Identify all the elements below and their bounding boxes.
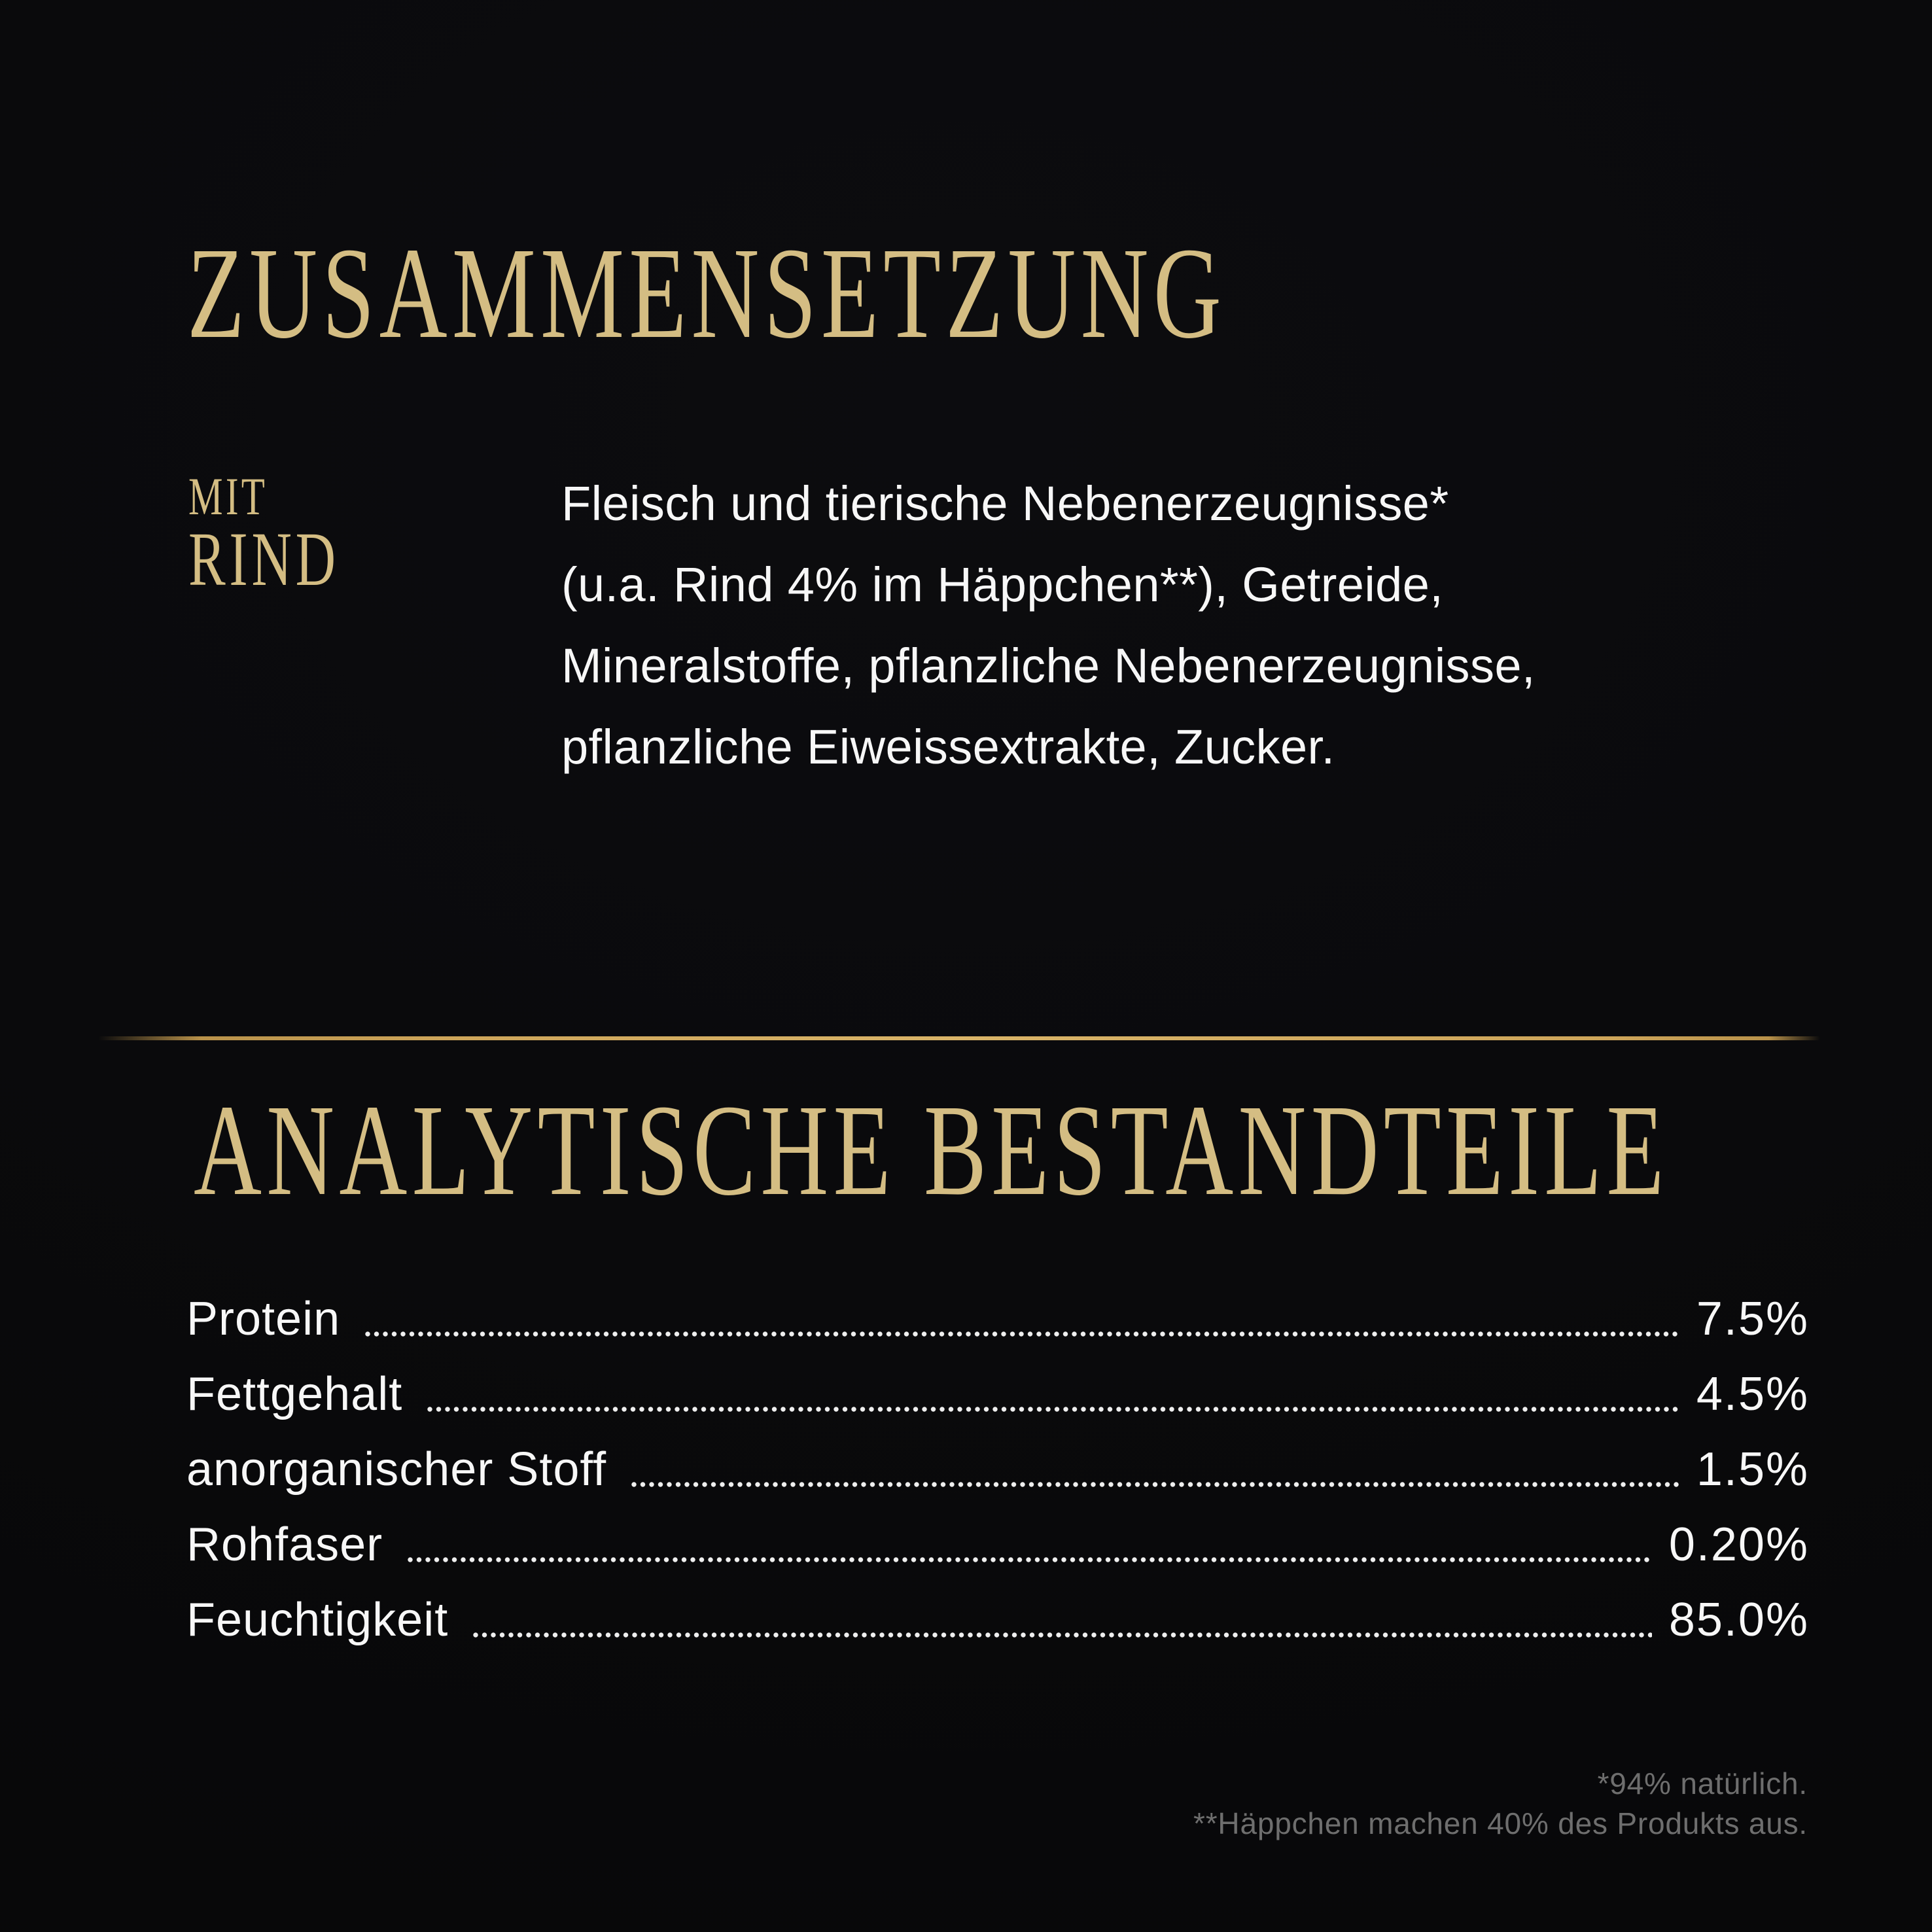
footnote-line: **Häppchen machen 40% des Produkts aus. [1193,1806,1808,1840]
analysis-row-value: 4.5% [1696,1367,1809,1420]
analysis-table [186,1272,1809,1648]
variant-prefix: MIT [188,466,268,526]
ingredient-line: (u.a. Rind 4% im Häppchen**), Getreide, [561,557,1444,612]
ingredient-line: Fleisch und tierische Nebenerzeugnisse* [561,476,1449,531]
dot-leader [473,1632,1652,1638]
ingredient-line: pflanzliche Eiweissextrakte, Zucker. [561,720,1335,774]
analysis-row [186,1347,1809,1422]
dot-leader [427,1407,1679,1412]
dot-leader [631,1482,1679,1487]
dot-leader [408,1557,1652,1562]
footnotes [1193,1764,1808,1844]
analysis-row-label: anorganischer Stoff [186,1443,607,1496]
analysis-row-label: Fettgehalt [186,1367,403,1420]
composition-title: ZUSAMMENSETZUNG [187,221,1227,366]
analysis-row-label: Rohfaser [186,1518,383,1571]
footnote-line: *94% natürlich. [1597,1766,1808,1800]
ingredient-line: Mineralstoffe, pflanzliche Nebenerzeugnisse, [561,639,1536,693]
dot-leader [365,1331,1679,1337]
analysis-row-label: Feuchtigkeit [186,1593,449,1646]
analysis-row [186,1498,1809,1573]
variant-name: RIND [188,516,340,602]
analysis-row [186,1272,1809,1347]
gold-divider [98,1036,1820,1040]
analysis-row-value: 1.5% [1696,1443,1809,1496]
analysis-title: ANALYTISCHE BESTANDTEILE [194,1078,1669,1223]
analysis-row [186,1573,1809,1648]
analysis-row-value: 0.20% [1668,1518,1809,1571]
ingredients-text [561,463,1536,788]
analysis-row-label: Protein [186,1292,341,1345]
analysis-row-value: 7.5% [1696,1292,1809,1345]
analysis-row-value: 85.0% [1668,1593,1809,1646]
analysis-row [186,1422,1809,1498]
